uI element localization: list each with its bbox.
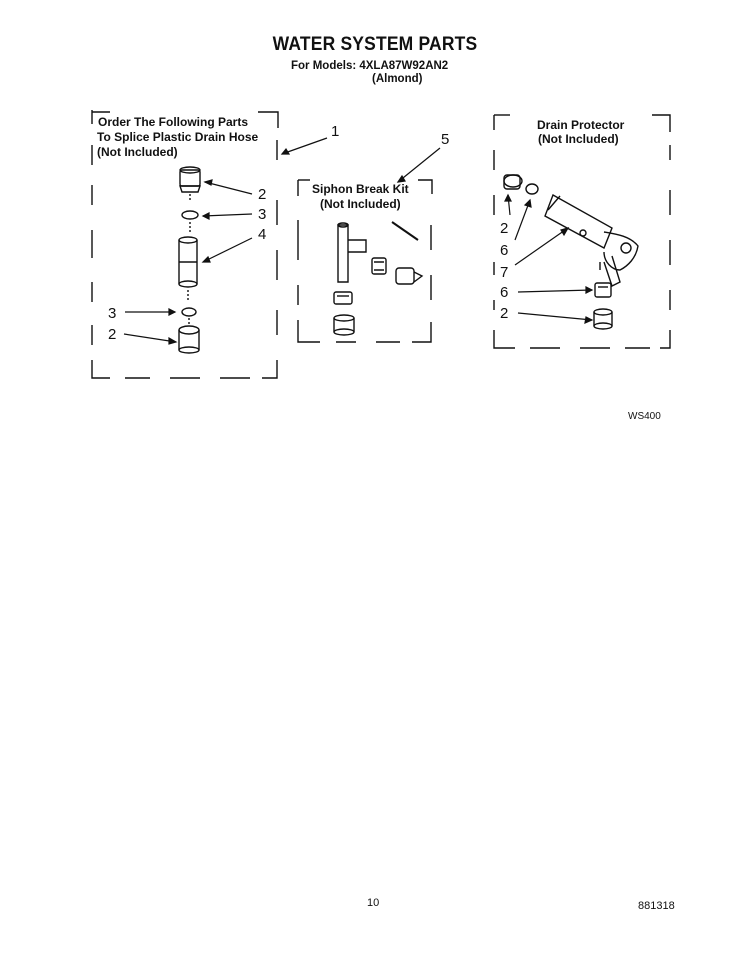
box1-label-line1: Order The Following Parts — [98, 115, 249, 129]
callout-box1-2b: 2 — [108, 326, 117, 343]
callout-box3-2b: 2 — [500, 305, 509, 322]
callout-box1-2a: 2 — [258, 186, 267, 203]
page-title: WATER SYSTEM PARTS — [272, 34, 478, 55]
box3-parts — [504, 175, 638, 329]
box1-label-line3: (Not Included) — [97, 145, 178, 159]
page-number: 10 — [367, 897, 380, 909]
color-line: (Almond) — [372, 73, 423, 85]
callout-box3-6b: 6 — [500, 284, 509, 301]
box1-label-line2: To Splice Plastic Drain Hose — [97, 130, 259, 144]
box3-label-line2: (Not Included) — [538, 132, 619, 146]
box1-parts — [179, 167, 200, 353]
figure-code: WS400 — [628, 411, 661, 422]
callout-5: 5 — [441, 131, 450, 148]
callout-box1-3b: 3 — [108, 305, 117, 322]
callout-box1-3a: 3 — [258, 206, 267, 223]
box2-parts — [334, 222, 422, 335]
leader-lines — [124, 138, 592, 344]
models-line: For Models: 4XLA87W92AN2 — [291, 60, 449, 72]
document-number: 881318 — [638, 900, 675, 912]
callout-box3-7: 7 — [500, 264, 509, 281]
callout-box1-4: 4 — [258, 226, 267, 243]
box2-label-line1: Siphon Break Kit — [312, 182, 409, 196]
callout-box3-2a: 2 — [500, 220, 509, 237]
box2-label-line2: (Not Included) — [320, 197, 401, 211]
callout-1: 1 — [331, 123, 340, 140]
box3-label-line1: Drain Protector — [537, 118, 625, 132]
callout-box3-6a: 6 — [500, 242, 509, 259]
